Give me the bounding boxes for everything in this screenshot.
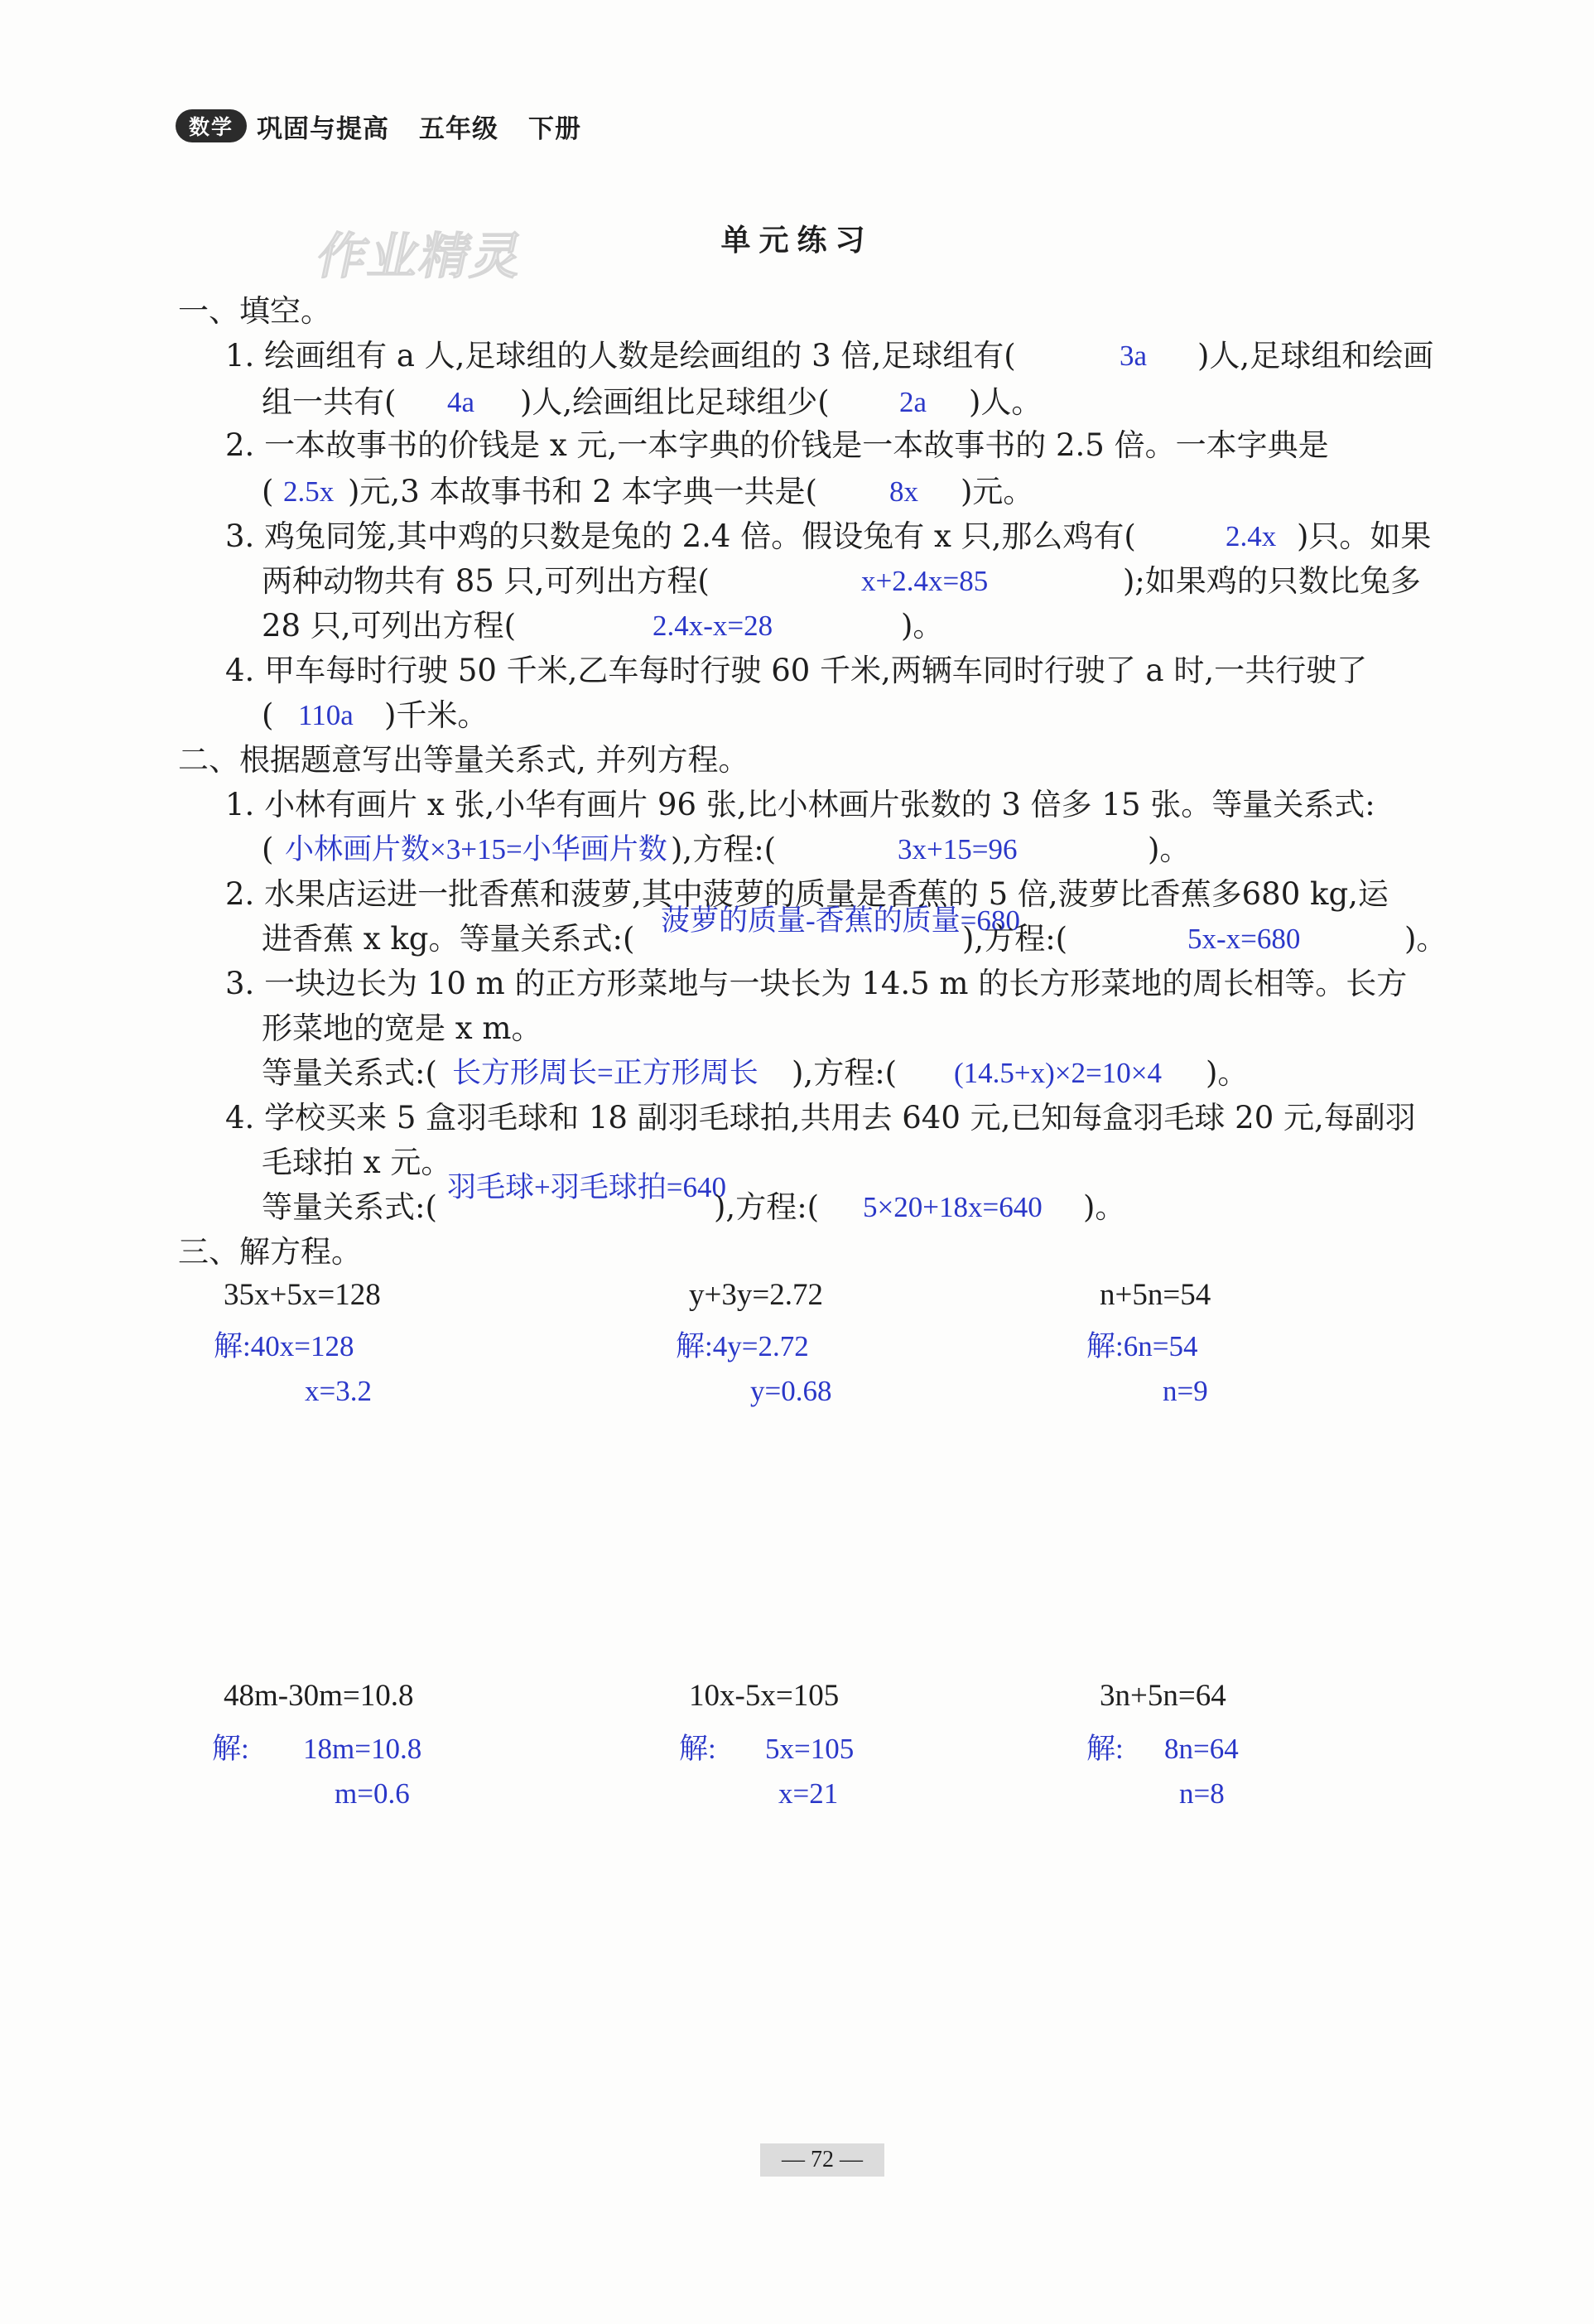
s2-q2-line1: 2. 水果店运进一批香蕉和菠萝,其中菠萝的质量是香蕉的 5 倍,菠萝比香蕉多680 kg,运 — [225, 876, 1389, 912]
book-volume: 下册 — [528, 113, 581, 144]
s1-q1-answer2: 4a — [447, 386, 475, 418]
s1-q4-line2a: ( — [262, 697, 274, 733]
s2-q4-line3c: )。 — [1083, 1189, 1126, 1225]
s1-q2-line2b: )元,3 本故事书和 2 本字典一共是( — [348, 474, 817, 509]
s1-q1-line2c: )人。 — [969, 384, 1043, 420]
solution-step: 18m=10.8 — [303, 1733, 422, 1765]
solution-result: x=3.2 — [305, 1375, 372, 1407]
section3-heading: 三、解方程。 — [178, 1234, 362, 1270]
s1-q3-line2b: );如果鸡的只数比兔多 — [1123, 563, 1421, 599]
solution-step: 8n=64 — [1164, 1733, 1239, 1765]
s2-q3-line3c: )。 — [1206, 1055, 1249, 1091]
s2-q3-equation: (14.5+x)×2=10×4 — [954, 1057, 1163, 1089]
s2-q2-relation: 菠萝的质量-香蕉的质量=680 — [661, 904, 1020, 937]
s1-q3-line1: 3. 鸡兔同笼,其中鸡的只数是兔的 2.4 倍。假设兔有 x 只,那么鸡有( — [225, 518, 1136, 554]
s1-q1-answer3: 2a — [899, 386, 927, 418]
solution-label: 解: — [212, 1733, 249, 1765]
s2-q4-relation: 羽毛球+羽毛球拍=640 — [447, 1171, 726, 1203]
s1-q3-line1-end: )只。如果 — [1297, 518, 1432, 554]
solution-result: n=9 — [1163, 1375, 1208, 1407]
s1-q3-line2a: 两种动物共有 85 只,可列出方程( — [262, 563, 710, 599]
s2-q4-line3b: ),方程:( — [714, 1189, 820, 1225]
s2-q3-line3b: ),方程:( — [792, 1055, 898, 1091]
s2-q2-equation: 5x-x=680 — [1187, 923, 1301, 955]
book-title — [257, 108, 611, 145]
s1-q3-answer3: 2.4x-x=28 — [653, 610, 773, 642]
s1-q1-line2b: )人,绘画组比足球组少( — [520, 384, 830, 420]
s2-q1-line2c: )。 — [1148, 832, 1191, 867]
s1-q1-line1: 1. 绘画组有 a 人,足球组的人数是绘画组的 3 倍,足球组有( — [225, 338, 1016, 374]
equation-problem: 48m-30m=10.8 — [224, 1679, 414, 1713]
s1-q3-line3b: )。 — [901, 608, 944, 644]
s2-q4-line3a: 等量关系式:( — [262, 1189, 437, 1225]
s1-q3-line3a: 28 只,可列出方程( — [262, 608, 517, 644]
s2-q4-line1: 4. 学校买来 5 盒羽毛球和 18 副羽毛球拍,共用去 640 元,已知每盒羽毛球 20 元,每副羽 — [225, 1100, 1416, 1135]
watermark: 作业精灵 — [311, 228, 530, 286]
page-number: — 72 — — [760, 2143, 884, 2177]
section1-heading: 一、填空。 — [178, 293, 331, 329]
solution-label: 解: — [679, 1733, 716, 1765]
s1-q2-line1: 2. 一本故事书的价钱是 x 元,一本字典的价钱是一本故事书的 2.5 倍。一本字典是 — [225, 427, 1329, 463]
solution-result: n=8 — [1179, 1777, 1225, 1810]
equation-problem: n+5n=54 — [1100, 1278, 1211, 1312]
s2-q1-equation: 3x+15=96 — [898, 833, 1018, 865]
s2-q2-line2a: 进香蕉 x kg。等量关系式:( — [262, 921, 635, 957]
s1-q2-line2c: )元。 — [961, 474, 1034, 509]
section2-heading: 二、根据题意写出等量关系式, 并列方程。 — [178, 742, 749, 778]
book-grade: 五年级 — [419, 113, 498, 144]
solution-step: 解:40x=128 — [214, 1330, 354, 1362]
s2-q1-line2a: ( — [262, 832, 274, 867]
s2-q1-line1: 1. 小林有画片 x 张,小华有画片 96 张,比小林画片张数的 3 倍多 15 张。等量关系式: — [225, 787, 1375, 822]
s2-q4-line2: 毛球拍 x 元。 — [262, 1145, 452, 1180]
solution-result: x=21 — [778, 1777, 839, 1810]
s2-q3-line3a: 等量关系式:( — [262, 1055, 437, 1091]
s2-q1-line2b: ),方程:( — [671, 832, 777, 867]
solution-result: m=0.6 — [335, 1777, 410, 1810]
solution-label: 解: — [1086, 1733, 1124, 1765]
solution-step: 解:6n=54 — [1086, 1330, 1198, 1362]
s1-q1-line2a: 组一共有( — [262, 384, 397, 420]
s2-q4-equation: 5×20+18x=640 — [863, 1191, 1043, 1223]
equation-problem: 35x+5x=128 — [224, 1278, 381, 1312]
book-name: 巩固与提高 — [257, 113, 389, 144]
s1-q1-line1-end: )人,足球组和绘画 — [1197, 338, 1434, 374]
s1-q2-answer2: 8x — [889, 475, 918, 508]
solution-step: 5x=105 — [765, 1733, 855, 1765]
s1-q3-answer2: x+2.4x=85 — [861, 565, 989, 597]
s2-q2-line2b: ),方程:( — [962, 921, 1068, 957]
page-title: 单元练习 — [720, 223, 874, 258]
s1-q4-line2b: )千米。 — [384, 697, 489, 733]
s1-q4-line1: 4. 甲车每时行驶 50 千米,乙车每时行驶 60 千米,两辆车同时行驶了 a 时,一共行驶了 — [225, 653, 1368, 688]
running-header — [176, 106, 611, 146]
s2-q3-line2: 形菜地的宽是 x m。 — [262, 1010, 542, 1046]
equation-problem: y+3y=2.72 — [689, 1278, 823, 1312]
equation-problem: 10x-5x=105 — [689, 1679, 840, 1713]
equation-problem: 3n+5n=64 — [1100, 1679, 1226, 1713]
s2-q3-line1: 3. 一块边长为 10 m 的正方形菜地与一块长为 14.5 m 的长方形菜地的周长相等。长方 — [225, 966, 1408, 1001]
solution-result: y=0.68 — [750, 1375, 832, 1407]
subject-badge: 数学 — [176, 109, 247, 142]
s2-q1-relation: 小林画片数×3+15=小华画片数 — [285, 833, 667, 865]
s2-q2-line2c: )。 — [1404, 921, 1447, 957]
s1-q1-answer1: 3a — [1120, 340, 1148, 372]
s1-q4-answer1: 110a — [298, 699, 354, 731]
s1-q2-line2a: ( — [262, 474, 274, 509]
solution-step: 解:4y=2.72 — [676, 1330, 809, 1362]
s2-q3-relation: 长方形周长=正方形周长 — [452, 1057, 758, 1089]
s1-q2-answer1: 2.5x — [283, 475, 335, 508]
s1-q3-answer1: 2.4x — [1226, 520, 1277, 552]
